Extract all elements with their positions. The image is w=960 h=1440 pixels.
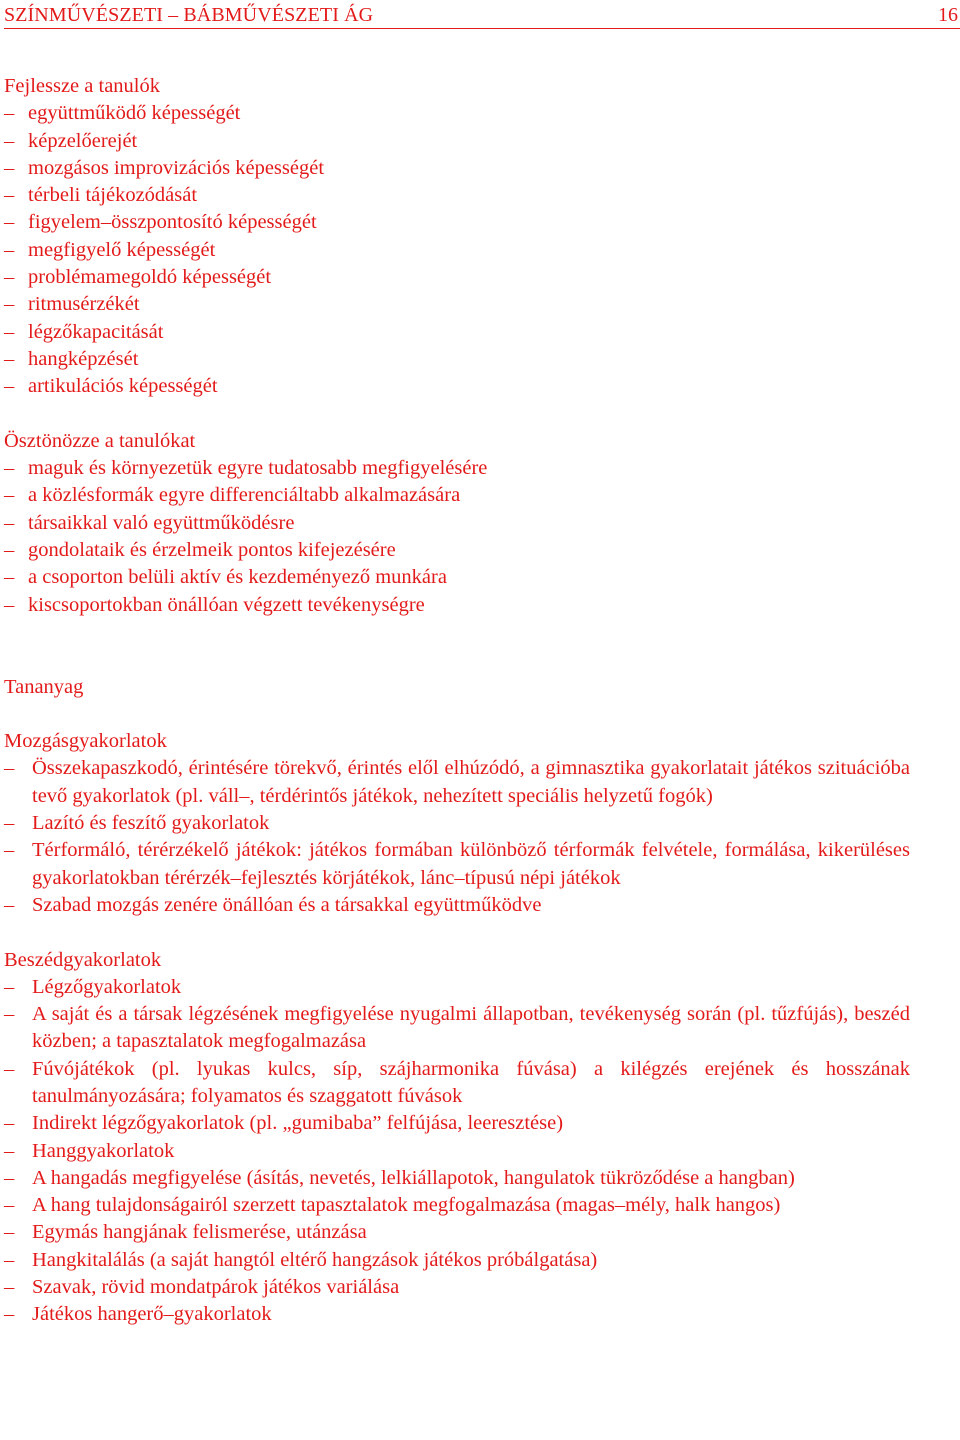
list-item-text: problémamegoldó képességét <box>28 266 272 289</box>
dash-bullet: – <box>4 1139 15 1162</box>
dash-bullet: – <box>4 812 15 835</box>
list-item-text: A hangadás megfigyelése (ásítás, nevetés, lelkiállapotok, hangulatok tükröződése a hangban) <box>32 1166 795 1189</box>
section-heading-mozgasgyakorlatok: Mozgásgyakorlatok <box>4 730 167 753</box>
dash-bullet: – <box>4 129 15 152</box>
list-item <box>4 482 910 509</box>
list-item <box>4 1138 910 1165</box>
list-item-text: a közlésformák egyre differenciáltabb alkalmazására <box>28 484 461 507</box>
list-item <box>4 291 910 318</box>
dash-bullet: – <box>4 1112 15 1135</box>
list-item-text: társaikkal való együttműködésre <box>28 511 295 534</box>
list-item <box>4 319 910 346</box>
list-item-text: Fúvójátékok (pl. lyukas kulcs, síp, szájharmonika fúvása) a kilégzés erejének és hosszának tanulmányozására; folyamatos és szaggatott fúvások <box>32 1057 910 1107</box>
list-item-text: a csoporton belüli aktív és kezdeményező munkára <box>28 566 447 589</box>
list-item <box>4 100 910 127</box>
list-item <box>4 155 910 182</box>
list-item-text: Szabad mozgás zenére önállóan és a társakkal együttműködve <box>32 893 542 916</box>
list-item <box>4 755 910 810</box>
list-item-text: térbeli tájékozódását <box>28 184 198 207</box>
list-item <box>4 1301 910 1328</box>
list-item-text: gondolataik és érzelmeik pontos kifejezésére <box>28 539 396 562</box>
dash-bullet: – <box>4 893 15 916</box>
list-item-text: Térformáló, térérzékelő játékok: játékos formában különböző térformák felvétele, formálása, kikerüléses gyakorlatokban térérzék–fejlesztés körjátékok, lánc–típusú népi játékok <box>32 839 910 889</box>
list-item-text: együttműködő képességét <box>28 102 241 125</box>
dash-bullet: – <box>4 156 15 179</box>
list-osztonozze <box>4 455 910 619</box>
list-mozgasgyakorlatok <box>4 755 910 919</box>
list-item-text: figyelem–összpontosító képességét <box>28 211 317 234</box>
list-item <box>4 510 910 537</box>
list-item <box>4 182 910 209</box>
list-item <box>4 1056 910 1111</box>
dash-bullet: – <box>4 566 15 589</box>
list-item-text: kiscsoportokban önállóan végzett tevékenységre <box>28 593 425 616</box>
dash-bullet: – <box>4 347 15 370</box>
list-item-text: képzelőerejét <box>28 129 138 152</box>
list-item <box>4 455 910 482</box>
section-heading-fejlessze: Fejlessze a tanulók <box>4 75 160 97</box>
list-item <box>4 264 910 291</box>
list-item-text: hangképzését <box>28 347 139 370</box>
list-item-text: Lazító és feszítő gyakorlatok <box>32 812 270 835</box>
list-item-text: maguk és környezetük egyre tudatosabb megfigyelésére <box>28 457 488 480</box>
dash-bullet: – <box>4 1276 15 1299</box>
dash-bullet: – <box>4 484 15 507</box>
list-item-text: Egymás hangjának felismerése, utánzása <box>32 1221 367 1244</box>
dash-bullet: – <box>4 1166 15 1189</box>
header-title: SZÍNMŰVÉSZETI – BÁBMŰVÉSZETI ÁG <box>4 4 374 26</box>
dash-bullet: – <box>4 1003 15 1026</box>
dash-bullet: – <box>4 975 15 998</box>
list-item-text: mozgásos improvizációs képességét <box>28 156 325 179</box>
document-body <box>4 73 910 1329</box>
dash-bullet: – <box>4 238 15 261</box>
list-item <box>4 237 910 264</box>
list-item <box>4 1247 910 1274</box>
list-item <box>4 209 910 236</box>
section-heading-tananyag: Tananyag <box>4 675 84 698</box>
list-item-text: artikulációs képességét <box>28 375 218 398</box>
list-item-text: Összekapaszkodó, érintésére törekvő, érintés elől elhúzódó, a gimnasztika gyakorlatait játékos szituációba tevő gyakorlatok (pl. váll–, térdérintős játékok, nehezített speciális helyzetű fogók) <box>32 757 910 807</box>
dash-bullet: – <box>4 539 15 562</box>
list-item-text: légzőkapacitását <box>28 320 164 343</box>
dash-bullet: – <box>4 102 15 125</box>
spacer <box>4 701 910 728</box>
dash-bullet: – <box>4 457 15 480</box>
dash-bullet: – <box>4 375 15 398</box>
dash-bullet: – <box>4 320 15 343</box>
list-item <box>4 892 910 919</box>
page-number: 16 <box>938 4 958 26</box>
dash-bullet: – <box>4 1194 15 1217</box>
dash-bullet: – <box>4 266 15 289</box>
list-item <box>4 1219 910 1246</box>
list-item <box>4 592 910 619</box>
list-item-text: Szavak, rövid mondatpárok játékos variálása <box>32 1276 400 1299</box>
dash-bullet: – <box>4 1057 15 1080</box>
list-item <box>4 1274 910 1301</box>
list-item-text: A hang tulajdonságairól szerzett tapasztalatok megfogalmazása (magas–mély, halk hangos) <box>32 1194 781 1217</box>
list-item <box>4 1110 910 1137</box>
spacer <box>4 619 910 674</box>
list-item-text: Hanggyakorlatok <box>32 1139 175 1162</box>
list-item-text: ritmusérzékét <box>28 293 140 316</box>
list-item <box>4 128 910 155</box>
dash-bullet: – <box>4 211 15 234</box>
list-beszedgyakorlatok <box>4 974 910 1329</box>
dash-bullet: – <box>4 1303 15 1326</box>
list-item-text: Légzőgyakorlatok <box>32 975 182 998</box>
dash-bullet: – <box>4 757 15 780</box>
spacer <box>4 401 910 428</box>
section-heading-osztonozze: Ösztönözze a tanulókat <box>4 429 196 452</box>
list-item <box>4 1001 910 1056</box>
list-fejlessze <box>4 100 910 400</box>
section-heading-beszedgyakorlatok: Beszédgyakorlatok <box>4 948 162 971</box>
list-item-text: Indirekt légzőgyakorlatok (pl. „gumibaba” felfújása, leeresztése) <box>32 1112 564 1135</box>
dash-bullet: – <box>4 839 15 862</box>
list-item <box>4 1192 910 1219</box>
list-item <box>4 346 910 373</box>
page-header <box>4 2 960 29</box>
list-item-text: Játékos hangerő–gyakorlatok <box>32 1303 272 1326</box>
list-item <box>4 564 910 591</box>
spacer <box>4 919 910 946</box>
dash-bullet: – <box>4 1221 15 1244</box>
list-item-text: Hangkitalálás (a saját hangtól eltérő hangzások játékos próbálgatása) <box>32 1248 598 1271</box>
list-item <box>4 837 910 892</box>
list-item <box>4 974 910 1001</box>
list-item <box>4 810 910 837</box>
list-item <box>4 537 910 564</box>
list-item-text: megfigyelő képességét <box>28 238 216 261</box>
dash-bullet: – <box>4 293 15 316</box>
list-item-text: A saját és a társak légzésének megfigyelése nyugalmi állapotban, tevékenység során (pl. tűzfújás), beszéd közben; a tapasztalatok megfogalmazása <box>32 1003 910 1053</box>
dash-bullet: – <box>4 1248 15 1271</box>
dash-bullet: – <box>4 593 15 616</box>
list-item <box>4 1165 910 1192</box>
list-item <box>4 373 910 400</box>
dash-bullet: – <box>4 511 15 534</box>
dash-bullet: – <box>4 184 15 207</box>
